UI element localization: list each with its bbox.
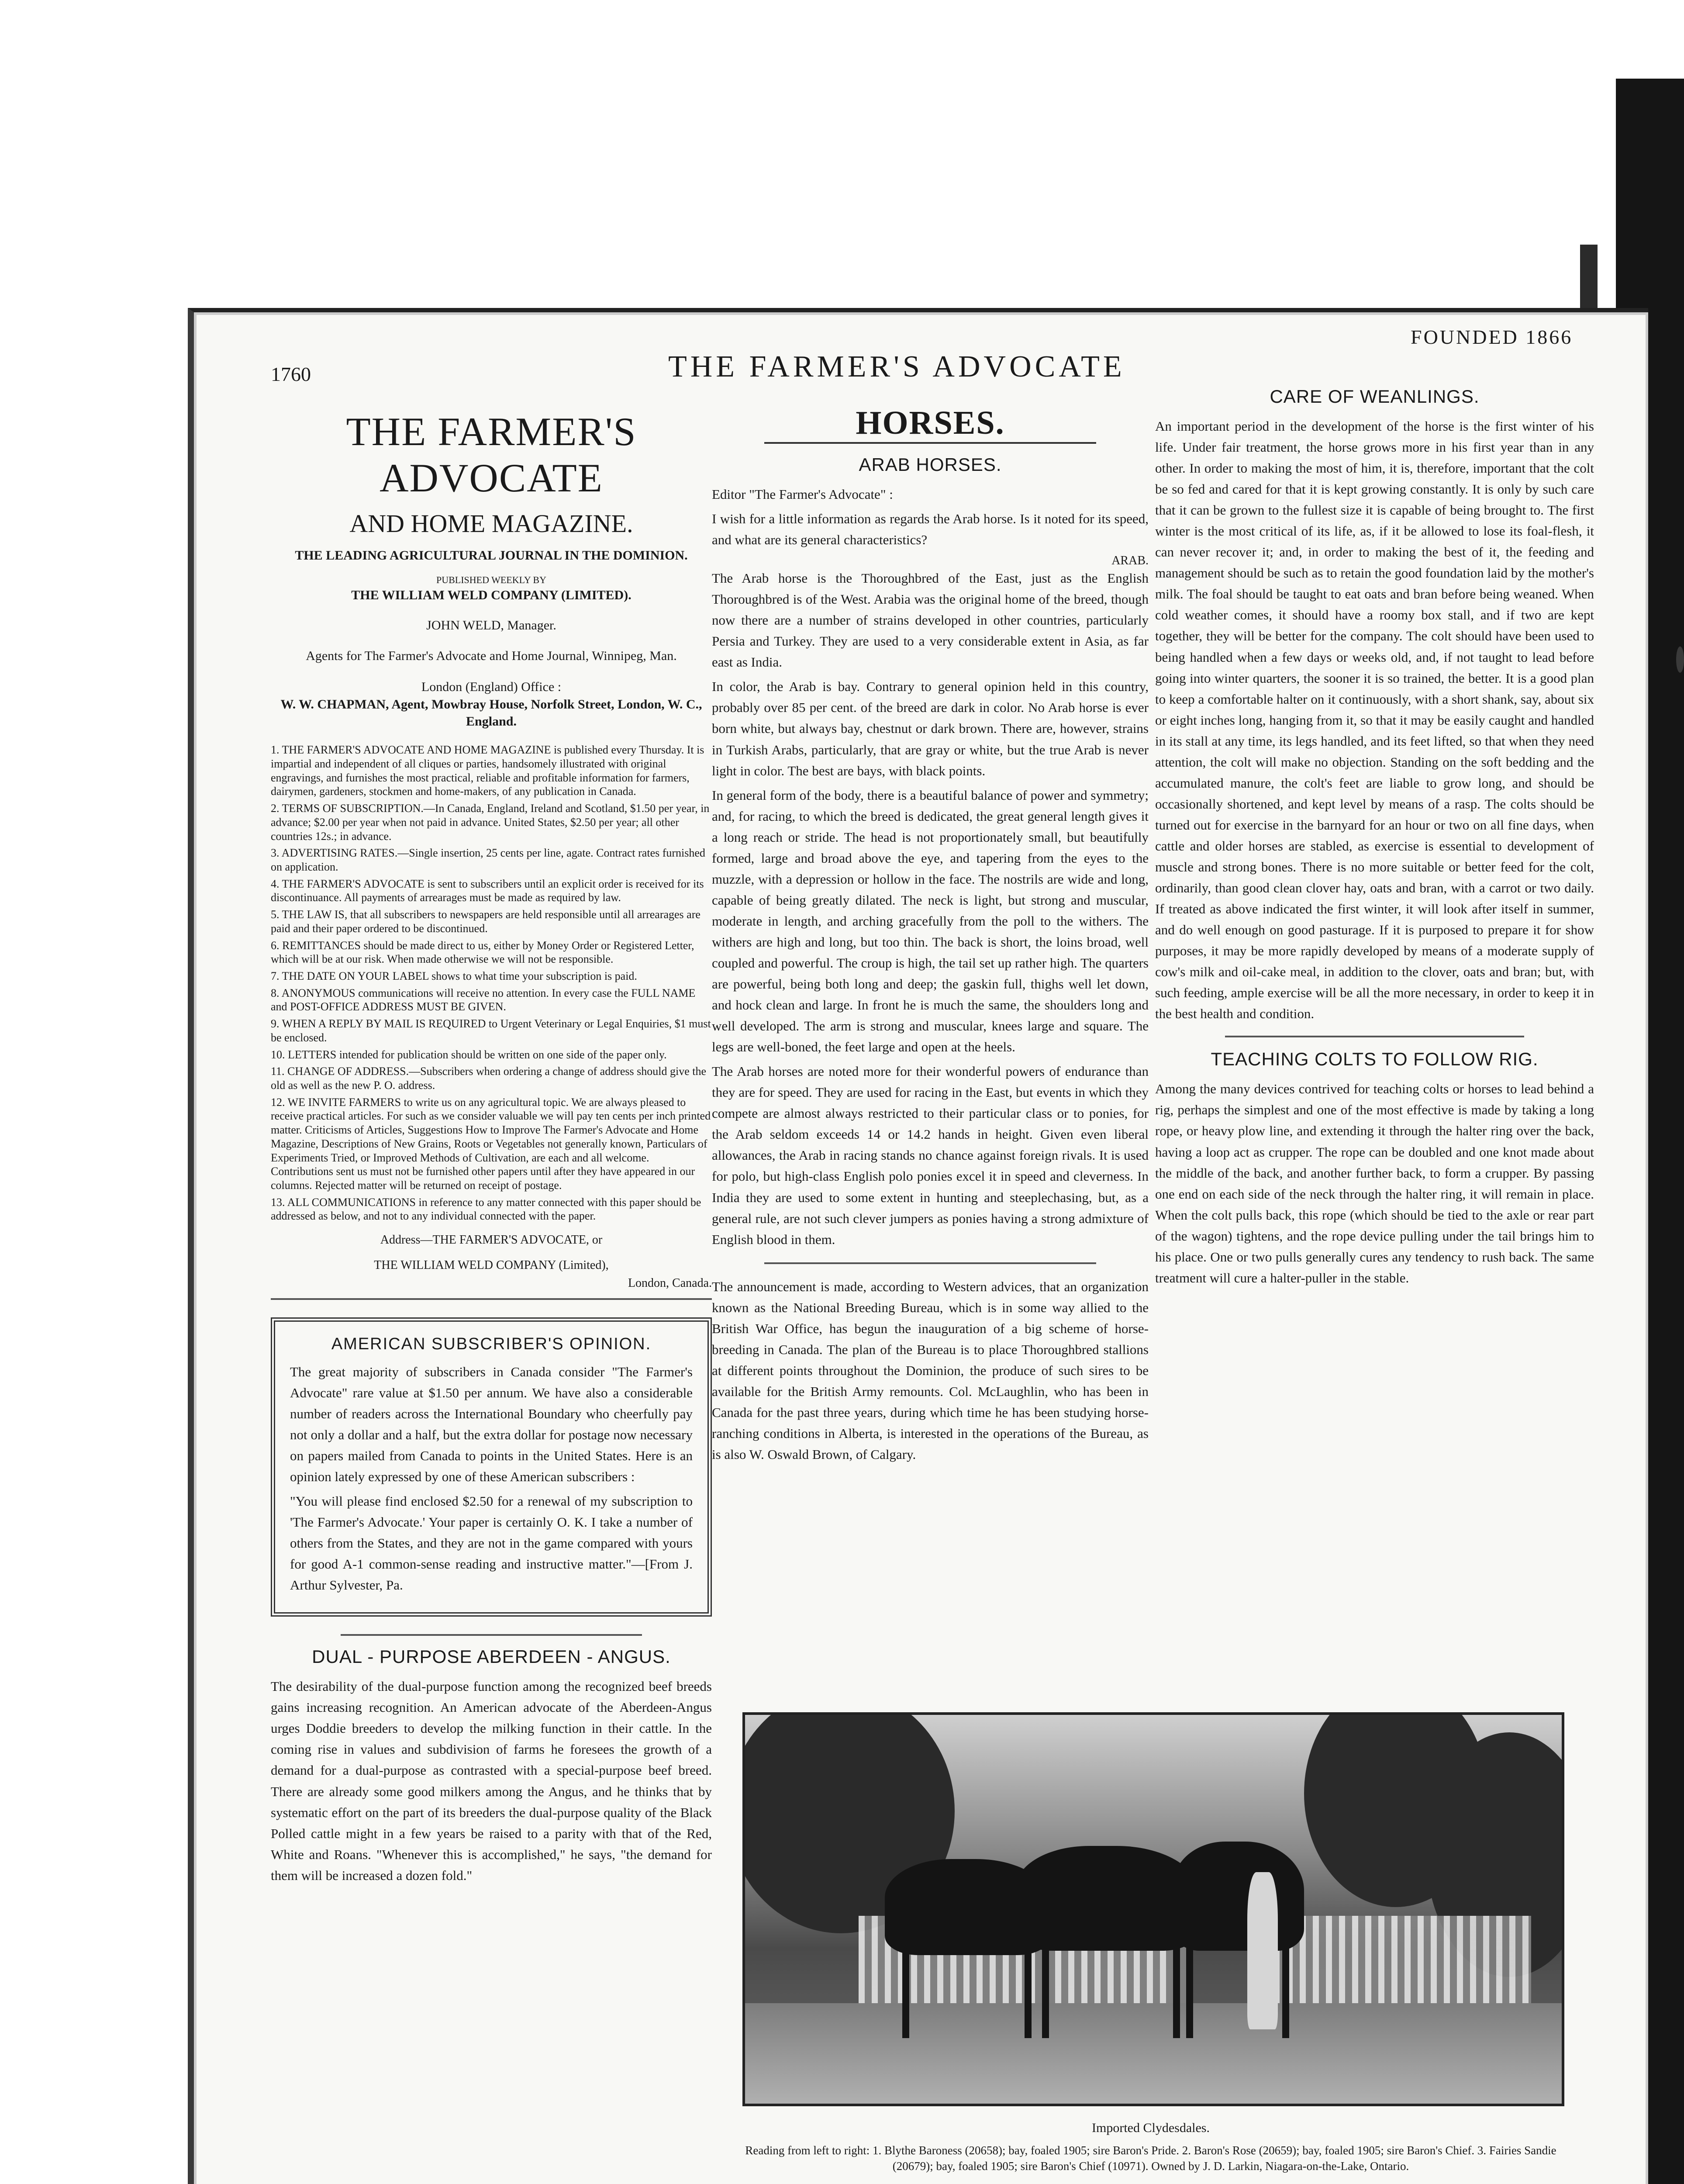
terms-item: 6. REMITTANCES should be made direct to us, either by Money Order or Registered Letter, which will be at our risk. When made otherwise we will not be responsible. xyxy=(271,939,694,966)
london-agent: W. W. CHAPMAN, Agent, Mowbray House, Norfolk Street, London, W. C., England. xyxy=(280,697,702,729)
horse-figure xyxy=(1173,1842,1304,1951)
terms-item: 7. THE DATE ON YOUR LABEL shows to what time your subscription is paid. xyxy=(271,969,637,982)
horse-figure xyxy=(1016,1846,1199,1951)
american-opinion-box xyxy=(271,1317,712,1617)
masthead-subtitle: AND HOME MAGAZINE. xyxy=(349,509,633,538)
arab-paragraph: In general form of the body, there is a beautiful balance of power and symmetry; and, for racing, to which the breed is dedicated, the great general length gives it a long reach or stride. The head is not proportionately small, but beautifully formed, large and broad above the eye, and tapering from the eyes to the muzzle, with a depression or hollow in the face. The nostrils are wide and long, capable of being greatly dilated. The neck is light, but strong and muscular, moderate in length, and arching gracefully from the poll to the withers. The withers are high and long, but too thin. The back is short, the loins broad, well coupled and powerful. The croup is high, the tail set up rather high. The quarters are powerful, being both long and deep; the gaskin full, thighs well let down, and hock clean and large. In front he is much the same, the shoulders long and well developed. The arm is strong and muscular, knees large and square. The legs are well-boned, the feet large and open at the heels. xyxy=(712,787,1149,1055)
address-city: London, Canada. xyxy=(628,1276,712,1290)
column-left xyxy=(271,404,712,1890)
published-by: PUBLISHED WEEKLY BY xyxy=(436,574,546,585)
arab-paragraph: The Arab horses are noted more for their wonderful powers of endurance than they are for speed. They are used for racing in the East, but events in which they compete are almost always restricted to their particular class or to ponies, for the Arab seldom exceeds 14 or 14.2 hands in height. Given even liberal allowances, the Arab in racing stands no chance against foreign rivals. It is used for polo, but high-class English polo ponies excel it in speed and cleverness. In India they are used to some extent in hunting and steeplechasing, but, as a general rule, are not such clever jumpers as ponies having a strong admixture of English blood in them. xyxy=(712,1064,1149,1247)
terms-item: 11. CHANGE OF ADDRESS.—Subscribers when ordering a change of address should give the old as well as the new P. O. address. xyxy=(271,1065,707,1092)
horse-leg xyxy=(1173,1946,1180,2038)
arab-paragraph: The Arab horse is the Thoroughbred of the East, just as the English Thoroughbred is of the West. Arabia was the original home of the breed, though now there are a number of strains developed in other countries, particularly Persia and Turkey. They are used to a very considerable extent in Asia, as far east as India. xyxy=(712,570,1149,670)
column-right xyxy=(1155,376,1594,1292)
founded-line: FOUNDED 1866 xyxy=(1411,326,1573,348)
divider xyxy=(764,1262,1096,1264)
masthead-tagline: THE LEADING AGRICULTURAL JOURNAL IN THE DOMINION. xyxy=(295,548,688,563)
horse-leg xyxy=(902,1951,909,2038)
arab-intro: I wish for a little information as regards the Arab horse. Is it noted for its speed, and what are its general characteristics? xyxy=(712,511,1149,548)
terms-item: 12. WE INVITE FARMERS to write us on any agricultural topic. We are always pleased to receive practical articles. For such as we consider valuable we will pay ten cents per inch printed matter. Criticisms of Articles, Suggestions How to Improve The Farmer's Advocate and Home Magazine, Descriptions of New Grains, Roots or Vegetables not generally known, Particulars of Experiments Tried, or Improved Methods of Cultivation, are each and all welcome. Contributions sent us must not be furnished other papers until after they have appeared in our columns. Rejected matter will be returned on receipt of postage. xyxy=(271,1095,711,1192)
address-line: THE WILLIAM WELD COMPANY (Limited), xyxy=(374,1258,609,1272)
arab-paragraph: In color, the Arab is bay. Contrary to general opinion held in this country, probably over 85 per cent. of the breed are dark in color. No Arab horse is ever born white, but always bay, chestnut or dark brown. There are, however, strains in Turkish Arabs, particularly, that are gray or white, but the true Arab is never light in color. The best are bays, with black points. xyxy=(712,679,1149,778)
teaching-colts-title: TEACHING COLTS TO FOLLOW RIG. xyxy=(1211,1049,1539,1070)
horses-section-title: HORSES. xyxy=(764,404,1096,444)
divider xyxy=(341,1634,642,1636)
terms-item: 8. ANONYMOUS communications will receive no attention. In every case the FULL NAME and POST-OFFICE ADDRESS MUST BE GIVEN. xyxy=(271,986,696,1013)
terms-item: 10. LETTERS intended for publication should be written on one side of the paper only. xyxy=(271,1048,667,1061)
american-opinion-title: AMERICAN SUBSCRIBER'S OPINION. xyxy=(331,1334,652,1353)
teaching-colts-body: Among the many devices contrived for teaching colts or horses to lead behind a rig, perhaps the simplest and one of the most effective is made by taking a long rope, or heavy plow line, and extending it through the halter ring over the back, having a loop act as crupper. The rope can be doubled and one knot made about the middle of the back, and another further back, to form a crupper. By passing one end on each side of the neck through the halter ring, it will remain in place. When the colt pulls back, this rope (which should be tied to the axle or rear part of the wagon) tightens, and the rope device pulling under the tail brings him to his place. One or two pulls generally cures any tendency to rush back. The same treatment will cure a halter-puller in the stable. xyxy=(1155,1081,1594,1286)
groom-figure xyxy=(1247,1872,1278,2029)
american-opinion-body: The great majority of subscribers in Canada consider "The Farmer's Advocate" rare value at $1.50 per annum. We have also a considerable number of readers across the International Boundary who cheerfully pay not only a dollar and a half, but the extra dollar for postage now necessary on papers mailed from Canada to points in the United States. Here is an opinion lately expressed by one of these American subscribers : xyxy=(290,1364,693,1485)
terms-item: 1. THE FARMER'S ADVOCATE AND HOME MAGAZINE is published every Thursday. It is impartial and independent of all cliques or parties, handsomely illustrated with original engravings, and furnishes the most practical, reliable and profitable information for farmers, dairymen, gardeners, stockmen and home-makers, of any publication in Canada. xyxy=(271,743,704,798)
horse-leg xyxy=(1042,1946,1049,2038)
ground xyxy=(745,2003,1562,2104)
manager-line: JOHN WELD, Manager. xyxy=(426,618,556,632)
editor-line: Editor "The Farmer's Advocate" : xyxy=(712,487,893,502)
horse-leg xyxy=(1282,1946,1289,2038)
weanlings-title: CARE OF WEANLINGS. xyxy=(1270,386,1480,407)
column-middle xyxy=(712,404,1149,1469)
photo-caption-text: Reading from left to right: 1. Blythe Baroness (20658); bay, foaled 1905; sire Baron's Pride. 2. Baron's Rose (20659); bay, foaled 1905; sire Baron's Chief. 3. Fairies Sandie (20679); bay, foaled 1905; sire Baron's Chief (10971). Owned by J. D. Larkin, Niagara-on-the-Lake, Ontario. xyxy=(745,2144,1556,2173)
breeding-bureau-note: The announcement is made, according to Western advices, that an organization known as the National Breeding Bureau, which is in some way allied to the British War Office, has begun the inauguration of a big scheme of horse-breeding in Canada. The plan of the Bureau is to place Thoroughbred stallions at different points throughout the Dominion, the produce of such sires to be available for the British Army remounts. Col. McLaughlin, who has been in Canada for the past three years, during which time he has been studying horse-ranching conditions in Alberta, is interested in the operations of the Bureau, as is also W. Oswald Brown, of Calgary. xyxy=(712,1279,1149,1462)
page-number: 1760 xyxy=(271,363,311,385)
terms-item: 2. TERMS OF SUBSCRIPTION.—In Canada, England, Ireland and Scotland, $1.50 per year, in advance; $2.00 per year when not paid in advance. United States, $2.50 per year; all other countries 12s.; in advance. xyxy=(271,802,710,843)
terms-item: 13. ALL COMMUNICATIONS in reference to any matter connected with this paper should be addressed as below, and not to any individual connected with the paper. xyxy=(271,1196,701,1223)
divider xyxy=(1225,1036,1524,1037)
horse-leg xyxy=(1186,1946,1193,2038)
horse-leg xyxy=(1025,1951,1032,2038)
terms-item: 9. WHEN A REPLY BY MAIL IS REQUIRED to Urgent Veterinary or Legal Enquiries, $1 must be enclosed. xyxy=(271,1017,711,1044)
clydesdales-photo xyxy=(742,1712,1564,2106)
arab-signature: ARAB. xyxy=(1111,554,1149,568)
terms-item: 5. THE LAW IS, that all subscribers to newspapers are held responsible until all arrearages are paid and their paper ordered to be discontinued. xyxy=(271,908,701,935)
binding-ring-icon xyxy=(1676,646,1684,673)
agents-line: Agents for The Farmer's Advocate and Home Journal, Winnipeg, Man. xyxy=(306,649,677,663)
photo-caption-title: Imported Clydesdales. xyxy=(1092,2121,1210,2135)
terms-item: 4. THE FARMER'S ADVOCATE is sent to subscribers until an explicit order is received for its discontinuance. All payments of arrearages must be made as required by law. xyxy=(271,877,704,904)
masthead-title: THE FARMER'S ADVOCATE xyxy=(346,409,637,500)
arab-horses-title: ARAB HORSES. xyxy=(859,454,1002,475)
terms-list xyxy=(271,743,712,1223)
divider xyxy=(271,1298,712,1300)
running-title: THE FARMER'S ADVOCATE xyxy=(668,350,1125,384)
aberdeen-angus-title: DUAL - PURPOSE ABERDEEN - ANGUS. xyxy=(312,1646,671,1667)
publisher-company: THE WILLIAM WELD COMPANY (LIMITED). xyxy=(351,587,632,602)
aberdeen-angus-body: The desirability of the dual-purpose function among the recognized beef breeds gains increasing recognition. An American advocate of the Aberdeen-Angus urges Doddie breeders to develop the milking function in their cattle. In the coming rise in values and subdivision of farms he foresees the growth of a demand for a dual-purpose as contrasted with a special-purpose beef breed. There are already some good milkers among the Angus, and he thinks that by systematic effort on the part of its breeders the dual-purpose quality of the Black Polled cattle might in a few years be raised to a parity with that of the Red, White and Roans. "Whenever this is accomplished," he says, "the demand for them will be increased a dozen fold." xyxy=(271,1679,712,1883)
american-opinion-quote: "You will please find enclosed $2.50 for a renewal of my subscription to 'The Farmer's Advocate.' Your paper is certainly O. K. I take a number of others from the States, and they are not in the game compared with yours for good A-1 common-sense reading and instructive matter."—[From J. Arthur Sylvester, Pa. xyxy=(290,1493,693,1593)
address-line: Address—THE FARMER'S ADVOCATE, or xyxy=(380,1233,603,1247)
terms-item: 3. ADVERTISING RATES.—Single insertion, 25 cents per line, agate. Contract rates furnished on application. xyxy=(271,847,705,873)
scan-margin-top xyxy=(0,0,1684,262)
london-office-label: London (England) Office : xyxy=(421,679,562,694)
weanlings-body: An important period in the development of the horse is the first winter of his life. Under fair treatment, the horse grows more in his first year than in any other. In order to making the most of him, it is, therefore, important that the colt be so fed and cared for that it is kept growing constantly. It is only by such care that it can be grown to the fullest size it is capable of being brought to. The first winter is the most critical of its life, as, if it be allowed to lose its foal-flesh, it can never recover it; and, in order to making the best of it, the feeding and management should be such as to retain the good foundation laid by the mother's milk. The foal should be taught to eat oats and bran before being weaned. When cold weather comes, it should have a roomy box stall, and if two are kept together, they will be better for the company. The colt should have been used to being handled when a few days or weeks old, and, if not taught to lead before going into winter quarters, the sooner it is so trained, the better. It is a good plan to keep a comfortable halter on it continuously, with a short shank, say, about six or eight inches long, hanging from it, so that it may be easily caught and handled in its stall at any time, its legs handled, and its feet lifted, so that when they need attention, the colt will make no objection. Standing on the soft bedding and the accumulated manure, the colt's feet are liable to grow long, and should be occasionally shortened, and kept level by means of a rasp. The colts should be turned out for exercise in the barnyard for an hour or two on all fine days, when cattle and older horses are stabled, as exercise is essential to development of muscle and strong bones. There is no more suitable or better feed for the colt, ordinarily, than good clean clover hay, oats and bran, with a carrot or two daily. If treated as above indicated the first winter, it will look after itself in summer, and do well enough on good pasturage. If it is purposed to prepare it for show purposes, it may be more rapidly developed by means of a moderate supply of cow's milk and oil-cake meal, in addition to the clover, oats and bran; but, with such feeding, ample exercise will be all the more necessary, in order to keep it in the best health and condition. xyxy=(1155,418,1594,1022)
